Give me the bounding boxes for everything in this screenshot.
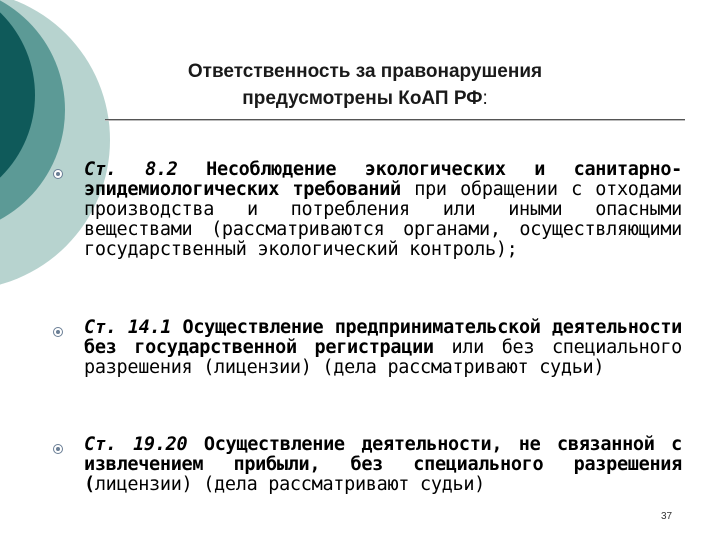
article-number: Ст. 19.20 <box>84 434 188 455</box>
bullet-icon <box>53 169 63 179</box>
list-item-article-8-2 <box>84 160 682 260</box>
title-colon: : <box>482 88 488 109</box>
article-body: или без специального разрешения (лицензии) (дела рассматривают судьи) <box>84 337 683 378</box>
article-number: Ст. 14.1 <box>84 317 172 338</box>
bullet-icon <box>53 327 63 337</box>
list-item-article-14-1 <box>84 318 682 378</box>
list-item-article-19-20 <box>84 435 682 495</box>
article-body: лицензии) (дела рассматривают судьи) <box>94 474 486 495</box>
title-line-2 <box>120 85 610 112</box>
article-heading: Несоблюдение экологических и санитарно-эпидемиологических требований <box>84 159 682 200</box>
article-heading: Осуществление деятельности, не связанной с извлечением прибыли, без специального разрешения ( <box>84 434 682 495</box>
slide-title <box>120 58 610 112</box>
page-number: 37 <box>661 511 673 522</box>
title-divider <box>105 119 685 120</box>
title-line-2-text: предусмотрены КоАП РФ <box>242 88 483 109</box>
article-heading: Осуществление предпринимательской деятельности без государственной регистрации <box>84 317 682 358</box>
article-number: Ст. 8.2 <box>84 159 178 180</box>
article-body: при обращении с отходами производства и потребления или иными опасными веществами (рассматриваются органами, осуществляющими государственный экологический контроль); <box>84 179 682 260</box>
bullet-icon <box>53 444 63 454</box>
title-line-1: Ответственность за правонарушения <box>187 61 543 82</box>
